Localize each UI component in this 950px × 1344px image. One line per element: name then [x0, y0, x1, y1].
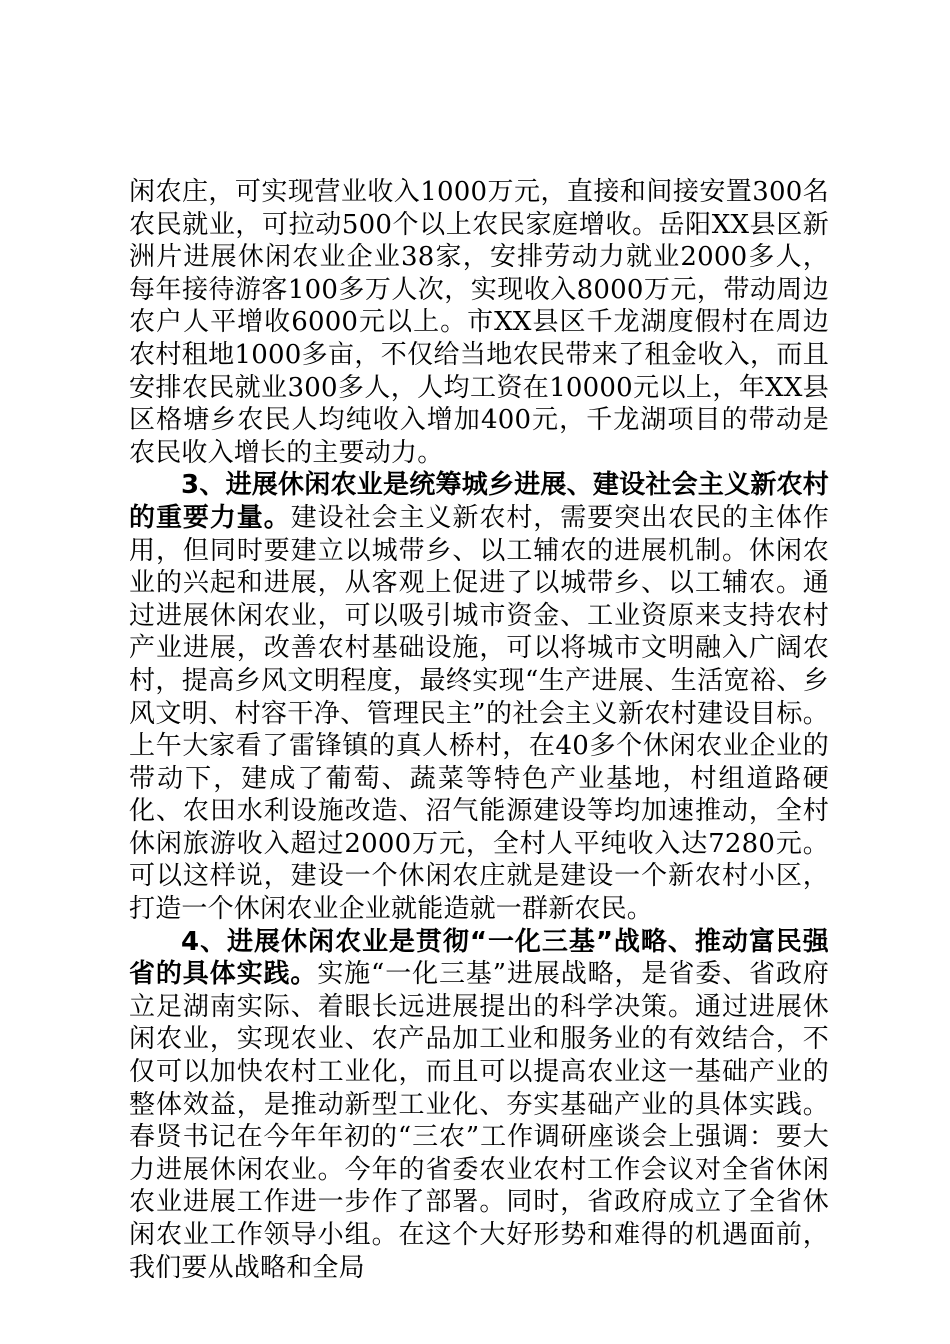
paragraph-3-lead: 4、进展休闲农业是贯彻“一化三基”战略、推动富民强省的具体实践。: [129, 926, 829, 990]
paragraph-2-lead: 3、进展休闲农业是统筹城乡进展、建设社会主义新农村的重要力量。: [129, 470, 829, 533]
paragraph-3: [129, 926, 829, 1285]
paragraph-1: [129, 176, 829, 469]
document-body: [129, 176, 829, 1284]
paragraph-1-text: 闲农庄，可实现营业收入1000万元，直接和间接安置300名农民就业，可拉动500个以上农民家庭增收。岳阳XX县区新洲片进展休闲农业企业38家，安排劳动力就业2000多人，每年接待游客100多万人次，实现收入8000万元，带动周边农户人平增收6000元以上。市XX县区千龙湖度假村在周边农村租地1000多亩，不仅给当地农民带来了租金收入，而且安排农民就业300多人，人均工资在10000元以上，年XX县区格塘乡农民人均纯收入增加400元，千龙湖项目的带动是农民收入增长的主要动力。: [129, 177, 829, 468]
paragraph-2-text: 建设社会主义新农村，需要突出农民的主体作用，但同时要建立以城带乡、以工辅农的进展机制。休闲农业的兴起和进展，从客观上促进了以城带乡、以工辅农。通过进展休闲农业，可以吸引城市资金、工业资原来支持农村产业进展，改善农村基础设施，可以将城市文明融入广阔农村，提高乡风文明程度，最终实现“生产进展、生活宽裕、乡风文明、村容干净、管理民主”的社会主义新农村建设目标。上午大家看了雷锋镇的真人桥村，在40多个休闲农业企业的带动下，建成了葡萄、蔬菜等特色产业基地，村组道路硬化、农田水利设施改造、沼气能源建设等均加速推动，全村休闲旅游收入超过2000万元，全村人平纯收入达7280元。可以这样说，建设一个休闲农庄就是建设一个新农村小区，打造一个休闲农业企业就能造就一群新农民。: [129, 502, 829, 925]
paragraph-2: [129, 469, 829, 925]
paragraph-3-text: 实施“一化三基”进展战略，是省委、省政府立足湖南实际、着眼长远进展提出的科学决策。通过进展休闲农业，实现农业、农产品加工业和服务业的有效结合，不仅可以加快农村工业化，而且可以提高农业这一基础产业的整体效益，是推动新型工业化、夯实基础产业的具体实践。春贤书记在今年年初的“三农”工作调研座谈会上强调：要大力进展休闲农业。今年的省委农业农村工作会议对全省休闲农业进展工作进一步作了部署。同时，省政府成立了全省休闲农业工作领导小组。在这个大好形势和难得的机遇面前，我们要从战略和全局: [129, 959, 829, 1283]
